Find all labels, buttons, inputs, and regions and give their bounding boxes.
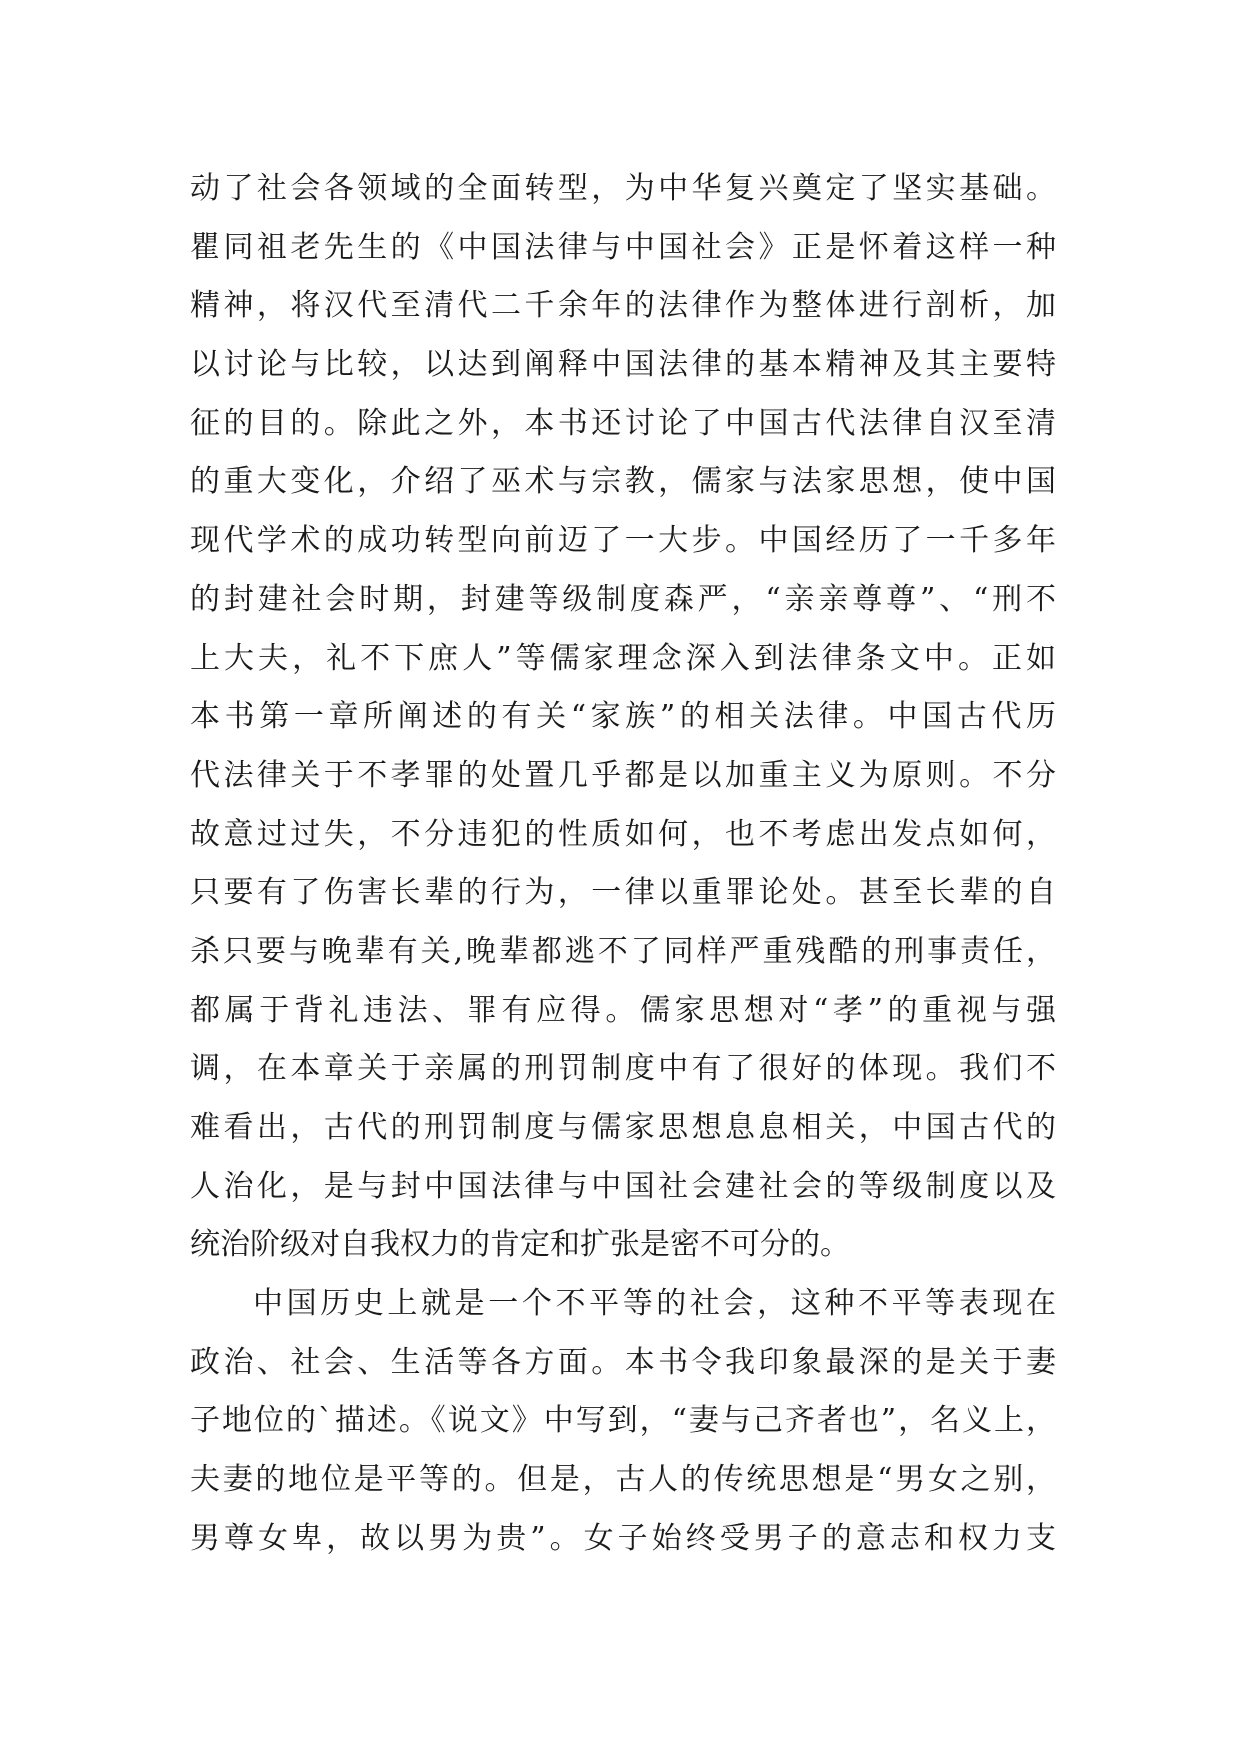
text-line: 精神，将汉代至清代二千余年的法律作为整体进行剖析，加 (190, 288, 1056, 324)
text-line: 瞿同祖老先生的《中国法律与中国社会》正是怀着这样一种 (190, 229, 1056, 265)
text-line: 男尊女卑，故以男为贵”。女子始终受男子的意志和权力支 (190, 1520, 1056, 1556)
paragraph-start-line: 中国历史上就是一个不平等的社会，这种不平等表现在 (253, 1286, 1056, 1322)
text-line: 难看出，古代的刑罚制度与儒家思想息息相关，中国古代的 (190, 1110, 1056, 1145)
text-line: 现代学术的成功转型向前迈了一大步。中国经历了一千多年 (190, 523, 1056, 559)
text-line: 子地位的`描述。《说文》中写到，“妻与己齐者也”，名义上， (190, 1403, 1056, 1439)
text-line: 的重大变化，介绍了巫术与宗教，儒家与法家思想，使中国 (190, 464, 1056, 500)
text-line: 代法律关于不孝罪的处置几乎都是以加重主义为原则。不分 (190, 757, 1056, 793)
text-line: 的封建社会时期，封建等级制度森严，“亲亲尊尊”、“刑不 (190, 581, 1056, 617)
text-line: 上大夫，礼不下庶人”等儒家理念深入到法律条文中。正如 (190, 640, 1056, 676)
text-line: 征的目的。除此之外，本书还讨论了中国古代法律自汉至清 (190, 405, 1056, 441)
text-line: 都属于背礼违法、罪有应得。儒家思想对“孝”的重视与强 (190, 992, 1056, 1028)
text-line: 以讨论与比较，以达到阐释中国法律的基本精神及其主要特 (190, 347, 1056, 383)
text-line: 杀只要与晚辈有关,晚辈都逃不了同样严重残酷的刑事责任， (190, 933, 1056, 969)
text-line: 人治化，是与封中国法律与中国社会建社会的等级制度以及 (190, 1168, 1056, 1204)
text-line: 夫妻的地位是平等的。但是，古人的传统思想是“男女之别， (190, 1462, 1056, 1498)
text-line: 故意过过失，不分违犯的性质如何，也不考虑出发点如何， (190, 816, 1056, 852)
text-line: 政治、社会、生活等各方面。本书令我印象最深的是关于妻 (190, 1344, 1056, 1380)
body-text (190, 160, 1056, 1569)
text-line: 本书第一章所阐述的有关“家族”的相关法律。中国古代历 (190, 699, 1056, 735)
text-line: 调，在本章关于亲属的刑罚制度中有了很好的体现。我们不 (190, 1051, 1056, 1087)
text-line: 动了社会各领域的全面转型，为中华复兴奠定了坚实基础。 (190, 171, 1056, 206)
paragraph-end-line: 统治阶级对自我权力的肯定和扩张是密不可分的。 (190, 1227, 850, 1263)
text-line: 只要有了伤害长辈的行为，一律以重罪论处。甚至长辈的自 (190, 875, 1056, 911)
